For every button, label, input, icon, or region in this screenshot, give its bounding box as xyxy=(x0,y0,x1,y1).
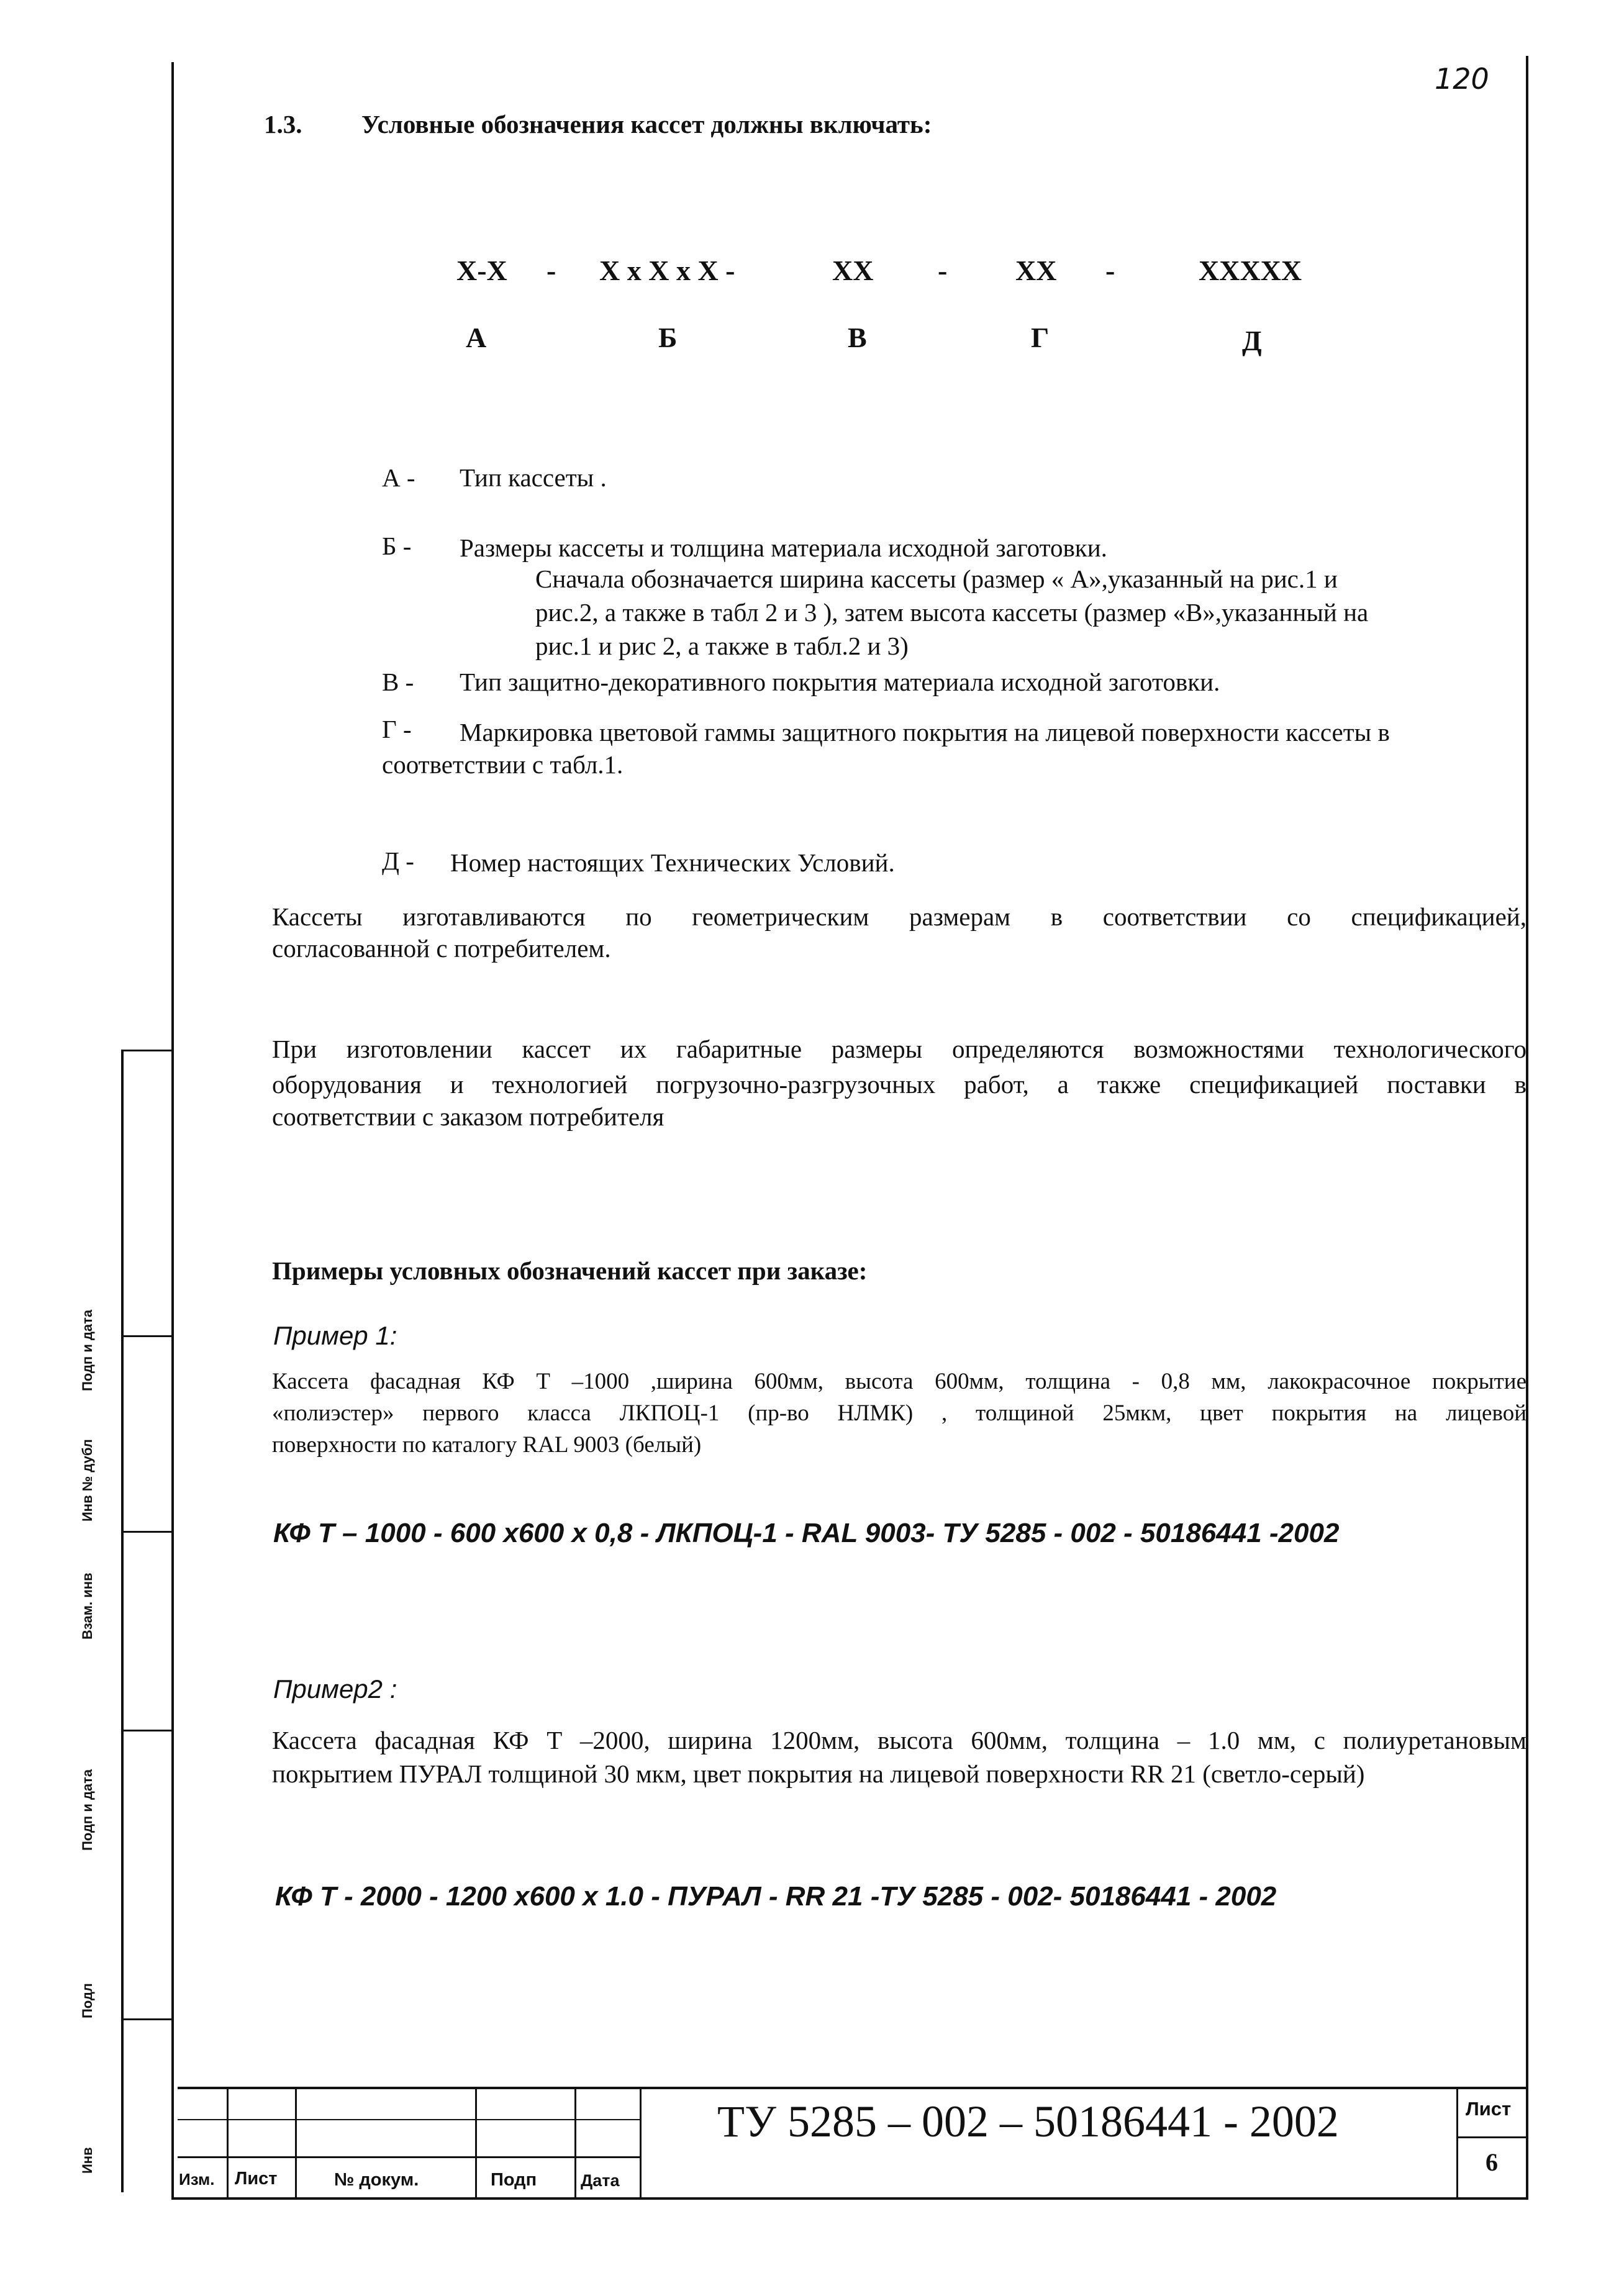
stamp-col-doc: № докум. xyxy=(334,2170,419,2190)
code-part: ХХ xyxy=(1015,255,1057,286)
example-1-line3: поверхности по каталогу RAL 9003 (белый) xyxy=(272,1432,702,1458)
section-title: Условные обозначения кассет должны включать: xyxy=(361,110,932,138)
code-letter: А xyxy=(466,322,487,353)
definition-b-key: Б - xyxy=(382,532,412,560)
paragraph-1-line1: Кассеты изготавливаются по геометрическим размерам в соответствии со спецификацией, xyxy=(272,902,1526,931)
definition-d-key: Д - xyxy=(382,846,414,875)
margin-label-5: Подл xyxy=(79,1983,95,2018)
code-part: - xyxy=(547,255,556,286)
code-letter: Г xyxy=(1031,322,1050,353)
stamp-col-data: Дата xyxy=(581,2171,620,2190)
definition-a-text: Тип кассеты . xyxy=(460,463,607,492)
example-2-line1: Кассета фасадная КФ Т –2000, ширина 1200мм, высота 600мм, толщина – 1.0 мм, с полиуретановым xyxy=(272,1726,1526,1754)
definition-b-line3: рис.2, а также в табл 2 и 3 ), затем высота кассеты (размер «В»,указанный на xyxy=(535,598,1369,627)
margin-label-3: Взам. инв xyxy=(79,1572,95,1640)
example-2-title: Пример2 : xyxy=(273,1674,397,1704)
section-number: 1.3. xyxy=(264,110,302,138)
example-2-line2: покрытием ПУРАЛ толщиной 30 мкм, цвет покрытия на лицевой поверхности RR 21 (светло-серый) xyxy=(272,1759,1365,1788)
example-1-title: Пример 1: xyxy=(273,1321,397,1350)
definition-g-line2: соответствии с табл.1. xyxy=(382,750,624,779)
margin-label-6: Инв xyxy=(79,2147,95,2174)
document-designation: ТУ 5285 – 002 – 50186441 - 2002 xyxy=(717,2097,1339,2146)
margin-label-1: Подп и дата xyxy=(79,1309,95,1391)
code-part: ХХХХХ xyxy=(1199,255,1302,286)
definition-g-key: Г - xyxy=(382,715,412,743)
definition-v-key: В - xyxy=(382,668,414,696)
page-number-handwritten: 120 xyxy=(1435,62,1489,96)
sheet-number: 6 xyxy=(1486,2148,1498,2176)
examples-heading: Примеры условных обозначений кассет при заказе: xyxy=(272,1256,868,1285)
definition-b-line2: Сначала обозначается ширина кассеты (размер « А»,указанный на рис.1 и xyxy=(535,565,1338,593)
example-1-line1: Кассета фасадная КФ Т –1000 ,ширина 600мм, высота 600мм, толщина - 0,8 мм, лакокрасочное покрытие xyxy=(272,1369,1526,1394)
definition-b-line4: рис.1 и рис 2, а также в табл.2 и 3) xyxy=(535,632,909,660)
code-letter: В xyxy=(848,322,867,353)
paragraph-2-line1: При изготовлении кассет их габаритные размеры определяются возможностями технологического xyxy=(272,1035,1526,1063)
margin-label-4: Подп и дата xyxy=(79,1769,95,1851)
paragraph-2-line2: оборудования и технологией погрузочно-разгрузочных работ, а также спецификацией поставки в xyxy=(272,1070,1526,1099)
code-part: Х-Х xyxy=(456,255,507,286)
example-2-code: КФ Т - 2000 - 1200 х600 х 1.0 - ПУРАЛ - RR 21 -ТУ 5285 - 002- 50186441 - 2002 xyxy=(275,1881,1277,1912)
code-letter: Б xyxy=(658,322,678,353)
frame-right-border xyxy=(1526,56,1528,2199)
definition-g-text: Маркировка цветовой гаммы защитного покрытия на лицевой поверхности кассеты в xyxy=(460,718,1390,746)
definition-b-text: Размеры кассеты и толщина материала исходной заготовки. xyxy=(460,533,1107,562)
code-part: ХХ xyxy=(832,255,874,286)
paragraph-1-line2: согласованной с потребителем. xyxy=(272,934,611,963)
definition-a-key: А - xyxy=(382,463,415,492)
code-letter: Д xyxy=(1242,325,1262,356)
code-part: Х х Х х Х - xyxy=(599,255,735,286)
margin-label-2: Инв № дубл xyxy=(79,1439,95,1522)
code-part: - xyxy=(938,255,948,286)
sheet-label: Лист xyxy=(1466,2098,1512,2120)
code-part: - xyxy=(1105,255,1115,286)
definition-d-text: Номер настоящих Технических Условий. xyxy=(450,848,895,877)
paragraph-2-line3: соответствии с заказом потребителя xyxy=(272,1102,665,1131)
definition-v-text: Тип защитно-декоративного покрытия материала исходной заготовки. xyxy=(460,668,1220,696)
stamp-col-podp: Подп xyxy=(491,2170,537,2190)
frame-left-border xyxy=(171,62,174,2199)
stamp-col-izm: Изм. xyxy=(179,2170,215,2189)
frame-bottom-border xyxy=(171,2197,1528,2200)
stamp-col-list: Лист xyxy=(235,2169,278,2189)
example-1-line2: «полиэстер» первого класса ЛКПОЦ-1 (пр-во НЛМК) , толщиной 25мкм, цвет покрытия на лицевой xyxy=(272,1400,1526,1426)
example-1-code: КФ Т – 1000 - 600 х600 х 0,8 - ЛКПОЦ-1 - RAL 9003- ТУ 5285 - 002 - 50186441 -2002 xyxy=(273,1518,1340,1548)
